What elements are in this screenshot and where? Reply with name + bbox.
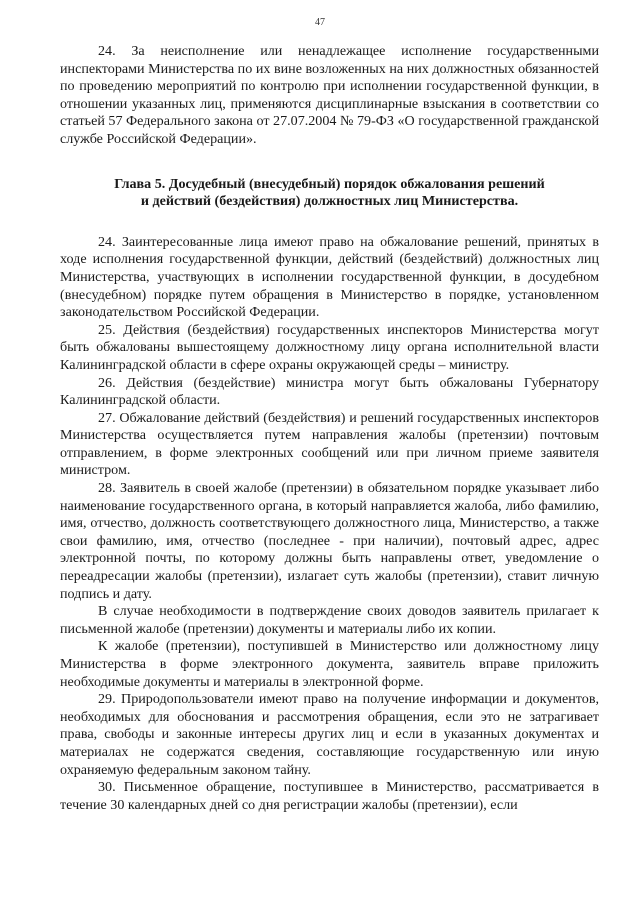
paragraph-28: 28. Заявитель в своей жалобе (претензии) в обязательном порядке указывает либо наименование государственного органа, в который направляется жалоба, либо фамилию, имя, отчество, должность соответствующего должностного лица, Министерство, а также свои фамилию, имя, отчество (последнее - при наличии), почтовый адрес, адрес электронной почты, по которому должны быть направлены ответ, уведомление о переадресации жалобы (претензии), излагает суть жалобы (претензии), ставит личную подпись и дату. [60,480,599,602]
chapter-heading-line-1: Глава 5. Досудебный (внесудебный) порядок обжалования решений [114,175,545,192]
paragraph-27: 27. Обжалование действий (бездействия) и решений государственных инспекторов Министерства осуществляется путем направления жалобы (претензии) почтовым отправлением, в форме электронных сообщений или при личном приеме заявителя министром. [60,409,599,479]
paragraph-29: 29. Природопользователи имеют право на получение информации и документов, необходимых для обоснования и рассмотрения обращения, если это не затрагивает права, свободы и законные интересы других лиц и если в указанных документах и материалах не содержатся сведения, составляющие государственную или иную охраняемую федеральным законом тайну. [60,691,599,778]
paragraph-28-supporting-documents: В случае необходимости в подтверждение своих доводов заявитель прилагает к письменной жалобе (претензии) документы и материалы либо их копии. [60,603,599,637]
paragraph-25: 25. Действия (бездействия) государственных инспекторов Министерства могут быть обжалованы вышестоящему должностному лицу органа исполнительной власти Калининградской области в сфере охраны окружающей среды – министру. [60,321,599,373]
paragraph-24-appeal-right: 24. Заинтересованные лица имеют право на обжалование решений, принятых в ходе исполнения государственной функции, действий (бездействий) должностных лиц Министерства, участвующих в исполнении государственной функции, в досудебном (внесудебном) порядке путем обращения в Министерство в порядке, установленном законодательством Российской Федерации. [60,233,599,321]
chapter-heading-line-2: и действий (бездействия) должностных лиц Министерства. [140,193,519,210]
paragraph-30: 30. Письменное обращение, поступившее в Министерство, рассматривается в течение 30 календарных дней со дня регистрации жалобы (претензии), если [60,779,599,813]
document-body [60,43,599,814]
paragraph-26: 26. Действия (бездействие) министра могут быть обжалованы Губернатору Калининградской области. [60,374,599,409]
paragraph-28-electronic-attachments: К жалобе (претензии), поступившей в Министерство или должностному лицу Министерства в форме электронного документа, заявитель вправе приложить необходимые документы и материалы в электронной форме. [60,638,599,690]
paragraph-24-disciplinary: 24. За неисполнение или ненадлежащее исполнение государственными инспекторами Министерства по их вине возложенных на них должностных обязанностей по проведению мероприятий по контролю при исполнении государственной функции, в отношении указанных лиц, применяются дисциплинарные взыскания в соответствии со статьей 57 Федерального закона от 27.07.2004 № 79-ФЗ «О государственной гражданской службе Российской Федерации». [60,43,599,147]
chapter-heading [60,176,599,211]
page-number: 47 [315,17,325,28]
